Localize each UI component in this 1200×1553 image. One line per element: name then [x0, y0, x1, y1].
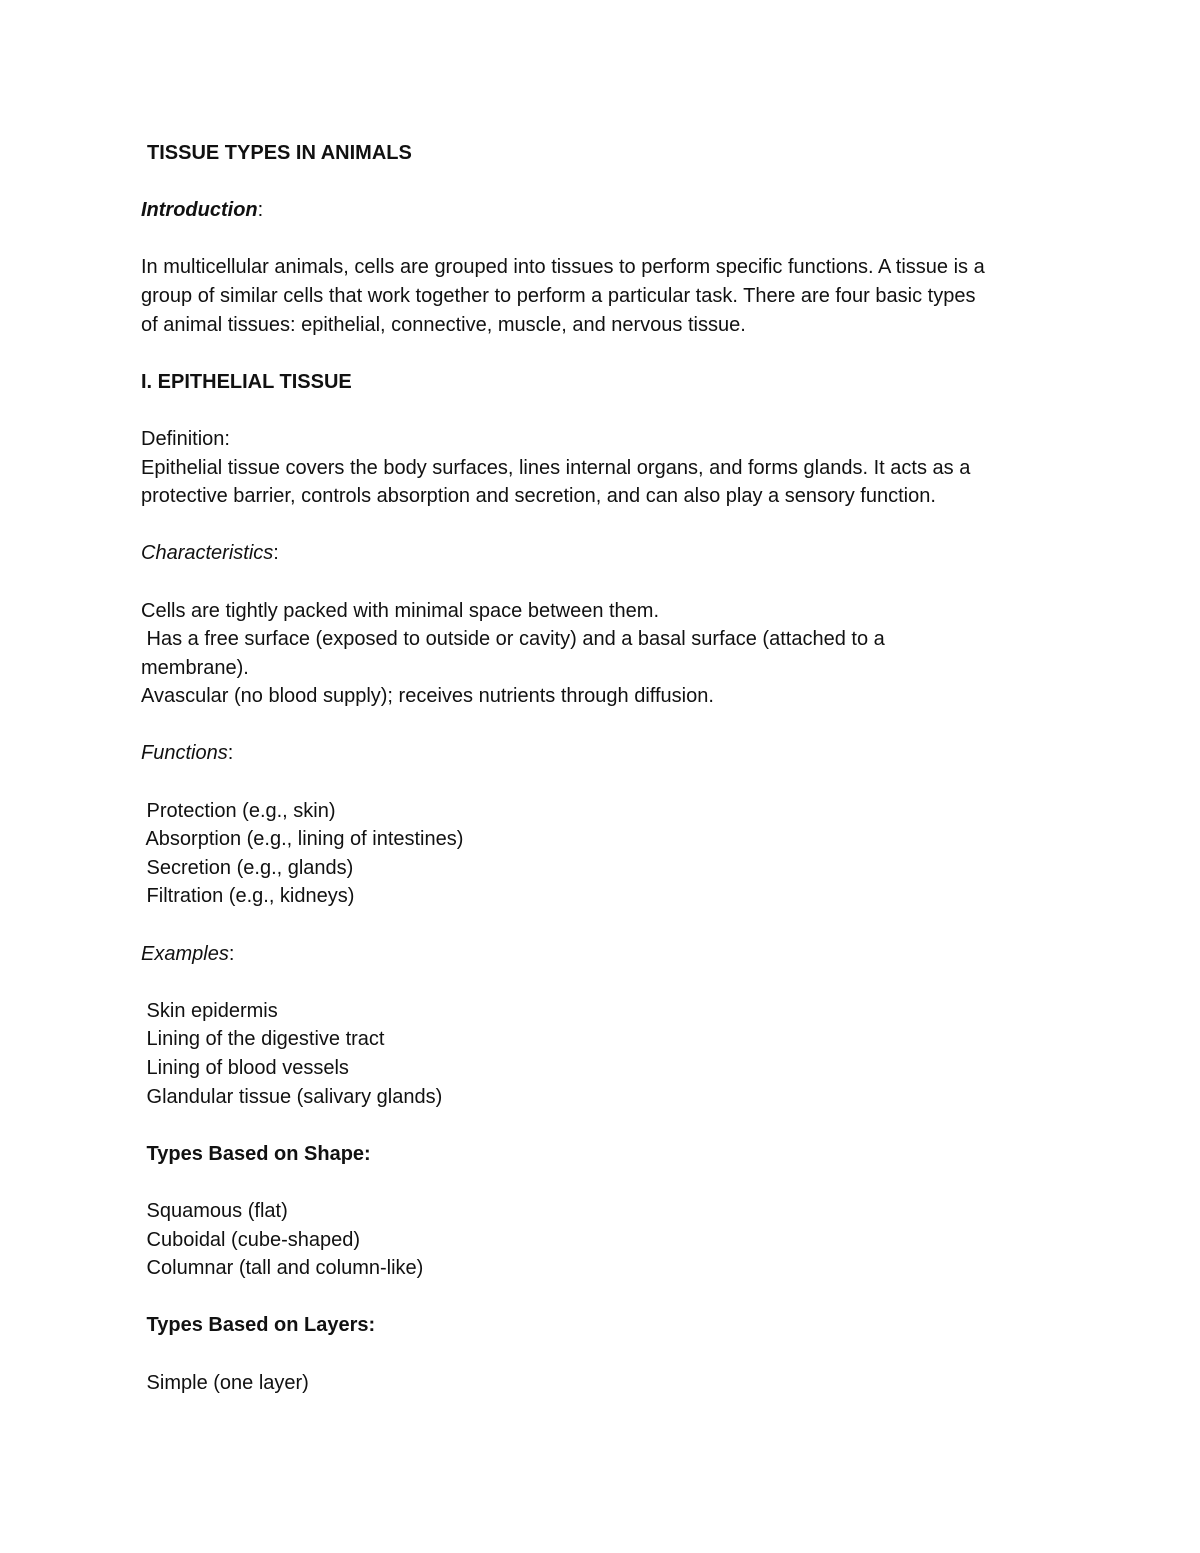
document-page: [141, 139, 1071, 1397]
function-item: Filtration (e.g., kidneys): [141, 885, 355, 908]
example-item: Skin epidermis: [141, 999, 278, 1022]
intro-line-2: group of similar cells that work together to perform a particular task. There are four basic types: [141, 284, 976, 307]
function-item: Secretion (e.g., glands): [141, 856, 354, 879]
example-item: Lining of blood vessels: [141, 1057, 349, 1079]
spacer: [141, 768, 1071, 797]
document-title: TISSUE TYPES IN ANIMALS: [147, 142, 412, 164]
spacer: [141, 511, 1071, 540]
intro-line-1: In multicellular animals, cells are grouped into tissues to perform specific functions. A tissue is a: [141, 256, 985, 279]
example-item: Glandular tissue (salivary glands): [141, 1085, 443, 1108]
section-heading-epithelial: I. EPITHELIAL TISSUE: [141, 370, 352, 393]
spacer: [141, 1340, 1071, 1369]
functions-label: Functions: [141, 742, 228, 765]
spacer: [141, 968, 1071, 997]
spacer: [141, 711, 1071, 740]
spacer: [141, 339, 1071, 368]
characteristic-item: Avascular (no blood supply); receives nutrients through diffusion.: [141, 685, 714, 708]
definition-label: Definition:: [141, 427, 230, 450]
characteristics-label: Characteristics: [141, 542, 274, 565]
spacer: [141, 396, 1071, 425]
layer-item: Simple (one layer): [141, 1371, 309, 1394]
intro-colon: :: [257, 199, 264, 222]
spacer: [141, 168, 1071, 197]
example-item: Lining of the digestive tract: [141, 1028, 385, 1051]
intro-label: Introduction: [141, 199, 258, 222]
functions-colon: :: [227, 742, 234, 765]
intro-heading: [141, 196, 1071, 225]
functions-heading: [141, 739, 1071, 768]
characteristic-item: Cells are tightly packed with minimal space between them.: [141, 599, 660, 622]
shape-item: Cuboidal (cube-shaped): [141, 1228, 361, 1251]
examples-heading: [141, 940, 1071, 969]
characteristics-heading: [141, 539, 1071, 568]
function-item: Absorption (e.g., lining of intestines): [141, 828, 464, 851]
examples-colon: :: [228, 942, 235, 965]
spacer: [141, 911, 1071, 940]
intro-line-3: of animal tissues: epithelial, connective, muscle, and nervous tissue.: [141, 313, 746, 336]
spacer: [141, 1111, 1071, 1140]
spacer: [141, 1168, 1071, 1197]
characteristic-item: Has a free surface (exposed to outside or cavity) and a basal surface (attached to a: [141, 628, 885, 651]
characteristics-colon: :: [273, 542, 279, 565]
examples-label: Examples: [141, 942, 229, 965]
spacer: [141, 568, 1071, 597]
spacer: [141, 225, 1071, 254]
definition-line-2: protective barrier, controls absorption and secretion, and can also play a sensory function.: [141, 485, 936, 508]
shape-types-heading: Types Based on Shape:: [141, 1142, 371, 1165]
layer-types-heading: Types Based on Layers:: [141, 1314, 376, 1337]
function-item: Protection (e.g., skin): [141, 799, 336, 822]
shape-item: Columnar (tall and column-like): [141, 1257, 424, 1280]
definition-line-1: Epithelial tissue covers the body surfaces, lines internal organs, and forms glands. It acts as a: [141, 456, 971, 479]
shape-item: Squamous (flat): [141, 1199, 288, 1222]
characteristic-item: membrane).: [141, 656, 249, 679]
spacer: [141, 1283, 1071, 1312]
